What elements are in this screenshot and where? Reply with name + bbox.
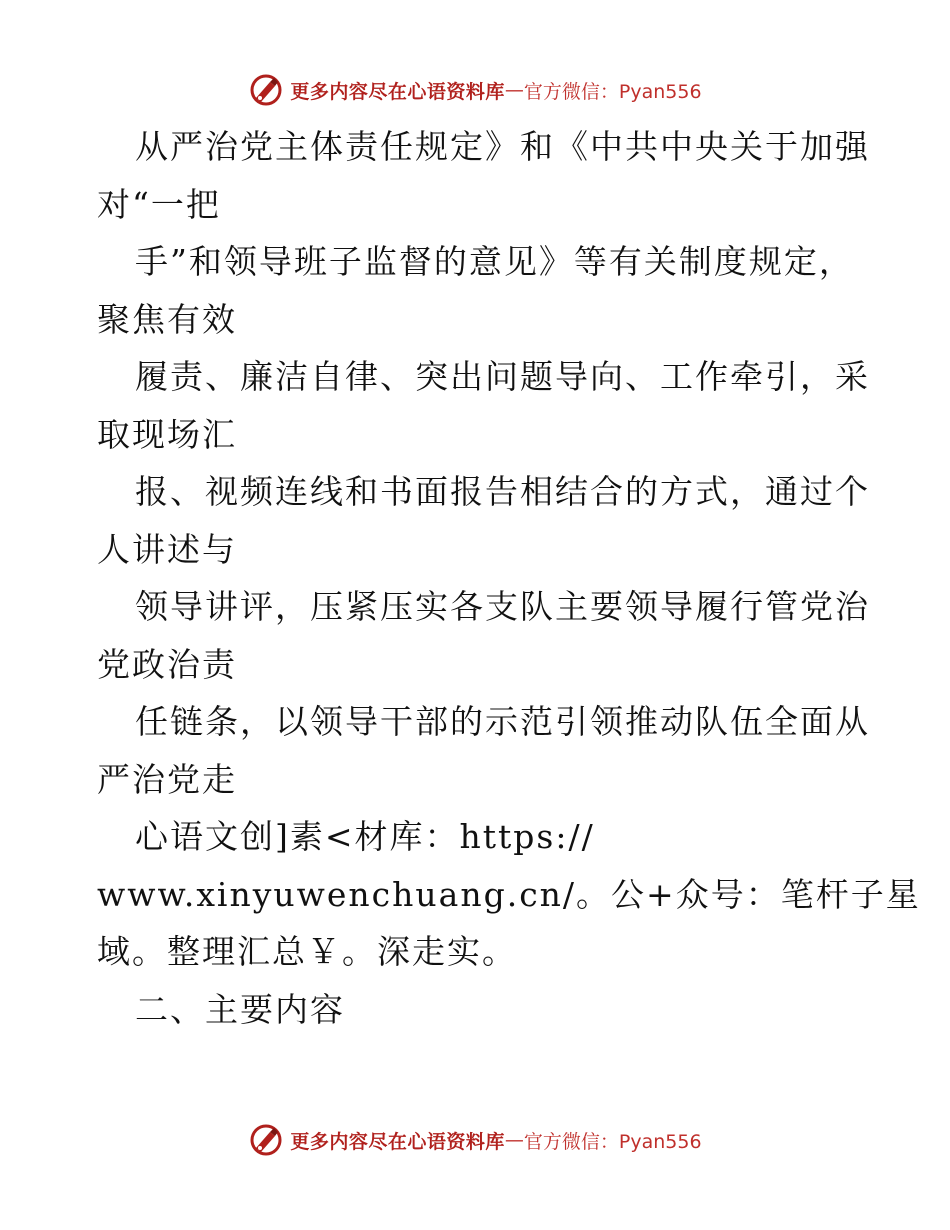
text-line: 报、视频连线和书面报告相结合的方式，通过个 bbox=[135, 472, 870, 511]
banner-contact: 官方微信：Pyan556 bbox=[523, 80, 702, 103]
text-line: 党政治责 bbox=[97, 644, 237, 684]
banner-title: 更多内容尽在心语资料库 bbox=[290, 80, 505, 103]
text-line: 领导讲评，压紧压实各支队主要领导履行管党治 bbox=[135, 587, 870, 626]
pen-logo-icon bbox=[248, 1122, 284, 1158]
text-line: 取现场汇 bbox=[97, 414, 237, 454]
text-line: 域。整理汇总￥。深走实。 bbox=[97, 932, 517, 971]
section-heading: 二、主要内容 bbox=[135, 989, 345, 1029]
text-line: 心语文创]素<材库：https:// bbox=[135, 817, 595, 856]
text-line: 聚焦有效 bbox=[97, 299, 237, 339]
banner-title: 更多内容尽在心语资料库 bbox=[290, 1130, 505, 1153]
text-line: 严治党走 bbox=[97, 759, 237, 799]
text-line: 对“一把 bbox=[97, 184, 221, 224]
text-line: 履责、廉洁自律、突出问题导向、工作牵引，采 bbox=[135, 357, 870, 396]
banner-dash: — bbox=[504, 1129, 524, 1151]
text-line: www.xinyuwenchuang.cn/。公+众号：笔杆子星 bbox=[97, 874, 921, 914]
text-line: 任链条，以领导干部的示范引领推动队伍全面从 bbox=[135, 702, 870, 741]
footer-watermark-banner bbox=[0, 1120, 950, 1160]
text-line: 从严治党主体责任规定》和《中共中央关于加强 bbox=[135, 127, 870, 166]
header-watermark-banner bbox=[0, 70, 950, 110]
document-body bbox=[97, 118, 921, 1038]
text-line: 人讲述与 bbox=[97, 529, 237, 569]
text-line: 手”和领导班子监督的意见》等有关制度规定， bbox=[135, 242, 854, 281]
banner-dash: — bbox=[504, 79, 524, 101]
banner-contact: 官方微信：Pyan556 bbox=[523, 1130, 702, 1153]
pen-logo-icon bbox=[248, 72, 284, 108]
